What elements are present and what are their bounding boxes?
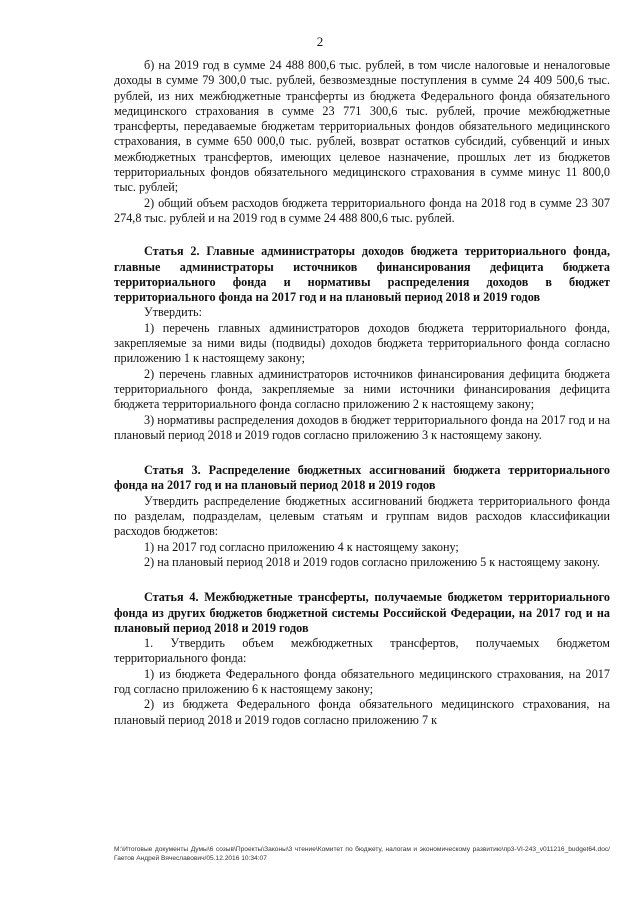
page-number: 2 (316, 34, 324, 49)
article-2-heading: Статья 2. Главные администраторы доходов бюджета территориального фонда, главные администраторы источников финансирования дефицита бюджета территориального фонда и нормативы распределения доходов в бюджет территориального фонда на 2017 год и на плановый период 2018 и 2019 годов (114, 244, 610, 305)
article-2-paragraph: Утвердить: (144, 305, 202, 320)
article-2-paragraph: 2) перечень главных администраторов источников финансирования дефицита бюджета территориального фонда, закрепляемые за ними источники финансирования дефицита бюджета территориального фонда согласно приложению 2 к настоящему закону; (114, 366, 610, 412)
article-3-paragraph: Утвердить распределение бюджетных ассигнований бюджета территориального фонда по разделам, подразделам, целевым статьям и группам видов расходов классификации расходов бюджетов: (114, 493, 610, 539)
article-4-paragraph: 1. Утвердить объем межбюджетных трансфертов, получаемых бюджетом территориального фонда: (114, 636, 610, 666)
article-3-heading: Статья 3. Распределение бюджетных ассигнований бюджета территориального фонда на 2017 год и на плановый период 2018 и 2019 годов (114, 463, 610, 493)
document-file-path: M:\Итоговые документы Думы\6 созыв\Проекты\Законы\3 чтение\Комитет по бюджету, налогам и экономическому развитию\пр3-VI-243_v011216_budget64.doc/Гаетов Андрей Вячеславович/05.12.2016 10:34:07 (114, 846, 610, 862)
paragraph-income-2019: б) на 2019 год в сумме 24 488 800,6 тыс. рублей, в том числе налоговые и неналоговые доходы в сумме 79 300,0 тыс. рублей, безвозмездные поступления в сумме 24 409 500,6 тыс. рублей, из них межбюджетные трансферты из бюджета Федерального фонда обязательного медицинского страхования в сумме 23 771 300,6 тыс. рублей, прочие межбюджетные трансферты, передаваемые бюджетам территориальных фондов обязательного медицинского страхования, в сумме 650 000,0 тыс. рублей, возврат остатков субсидий, субвенций и иных межбюджетных трансфертов, имеющих целевое назначение, прошлых лет из бюджетов территориальных фондов обязательного медицинского страхования в сумме минус 11 800,0 тыс. рублей; (114, 58, 610, 195)
paragraph-expenses-total: 2) общий объем расходов бюджета территориального фонда на 2018 год в сумме 23 307 274,8 тыс. рублей и на 2019 год в сумме 24 488 800,6 тыс. рублей. (114, 195, 610, 225)
article-3-paragraph: 1) на 2017 год согласно приложению 4 к настоящему закону; (144, 539, 459, 554)
article-2-paragraph: 3) нормативы распределения доходов в бюджет территориального фонда на 2017 год и на плановый период 2018 и 2019 годов согласно приложению 3 к настоящему закону. (114, 412, 610, 442)
article-2-paragraph: 1) перечень главных администраторов доходов бюджета территориального фонда, закрепляемые за ними виды (подвиды) доходов бюджета территориального фонда согласно приложению 1 к настоящему закону; (114, 320, 610, 366)
article-4-heading: Статья 4. Межбюджетные трансферты, получаемые бюджетом территориального фонда из других бюджетов бюджетной системы Российской Федерации, на 2017 год и на плановый период 2018 и 2019 годов (114, 590, 610, 635)
article-3-paragraph: 2) на плановый период 2018 и 2019 годов согласно приложению 5 к настоящему закону. (144, 554, 600, 569)
article-4-paragraph: 2) из бюджета Федерального фонда обязательного медицинского страхования, на плановый период 2018 и 2019 годов согласно приложению 7 к (114, 697, 610, 727)
document-body (114, 58, 610, 728)
article-4-paragraph: 1) из бюджета Федерального фонда обязательного медицинского страхования, на 2017 год согласно приложению 6 к настоящему закону; (114, 666, 610, 696)
